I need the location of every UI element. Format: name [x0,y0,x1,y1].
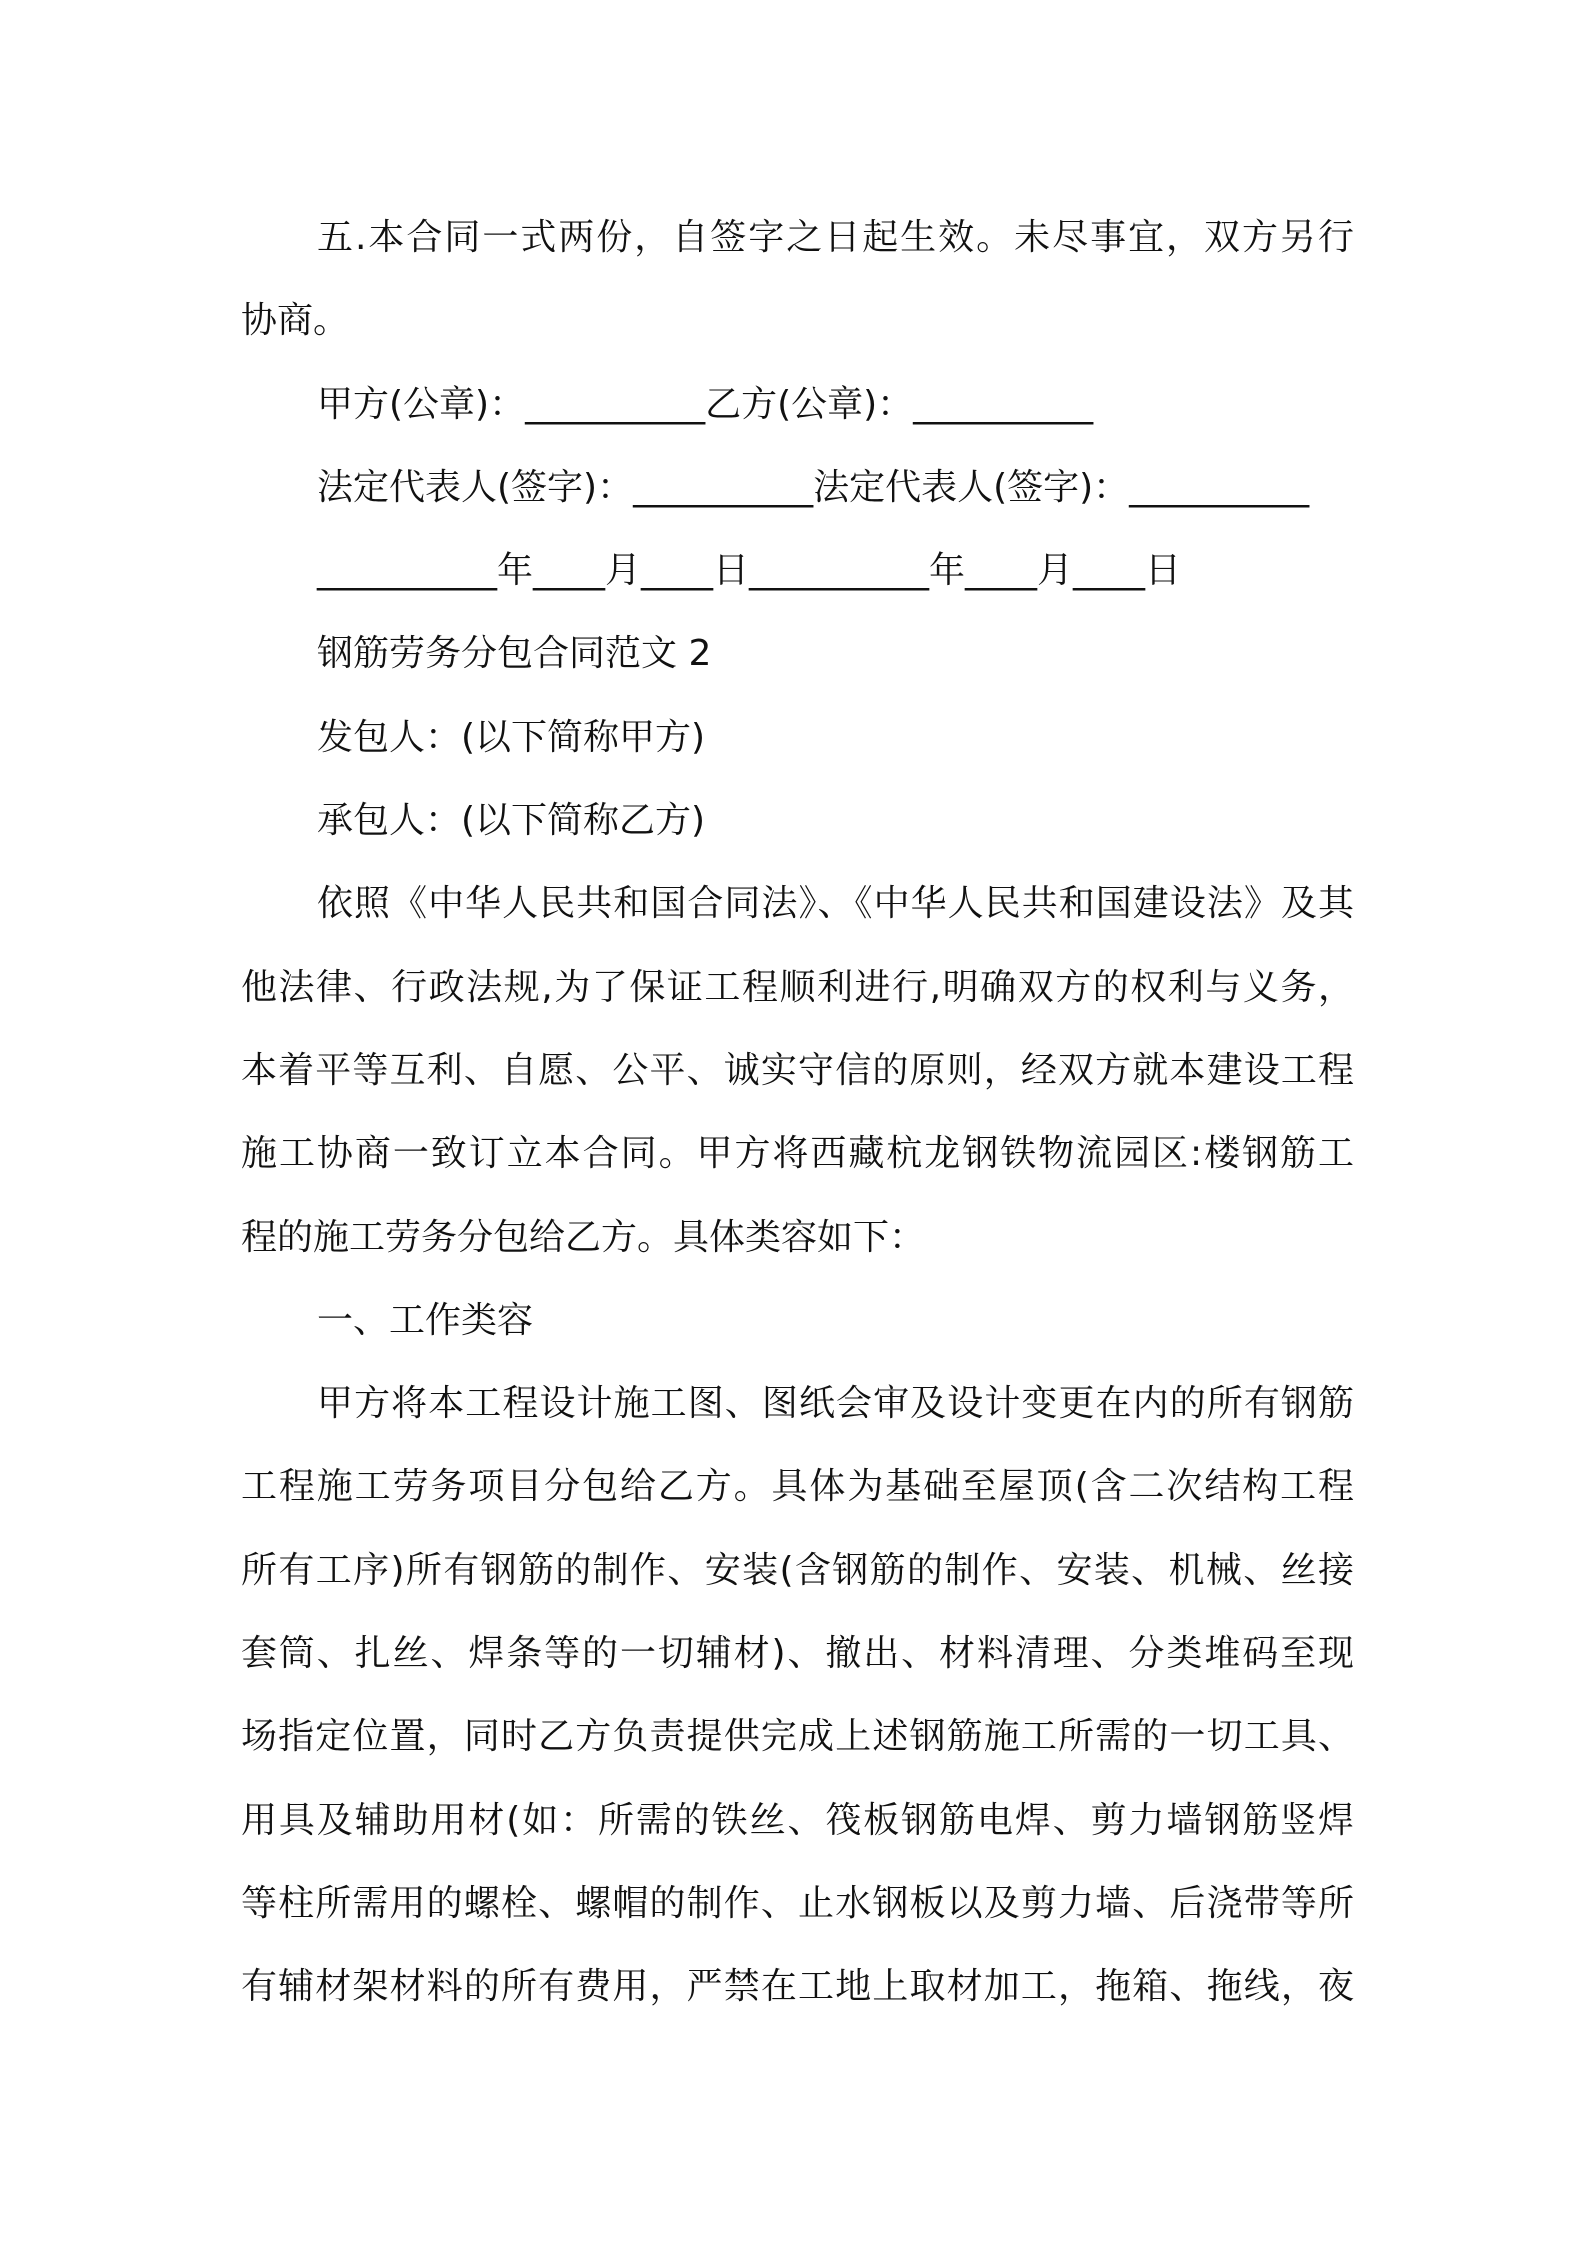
party-line: 发包人：(以下简称甲方) [317,716,706,758]
paragraph-line: 所有工序)所有钢筋的制作、安装(含钢筋的制作、安装、机械、丝接 [241,1549,1354,1591]
paragraph-line: 依照《中华人民共和国合同法》、《中华人民共和国建设法》及其 [317,883,1354,925]
paragraph-line: 用具及辅助用材(如：所需的铁丝、筏板钢筋电焊、剪力墙钢筋竖焊 [241,1799,1354,1841]
paragraph-line: 套筒、扎丝、焊条等的一切辅材)、撤出、材料清理、分类堆码至现 [241,1633,1354,1675]
paragraph-line: 他法律、行政法规,为了保证工程顺利进行,明确双方的权利与义务， [241,966,1354,1008]
paragraph-line: 五.本合同一式两份，自签字之日起生效。未尽事宜，双方另行 [317,217,1354,258]
section-heading: 一、工作类容 [317,1299,534,1341]
paragraph-line: 本着平等互利、自愿、公平、诚实守信的原则，经双方就本建设工程 [241,1049,1354,1091]
paragraph-line: 有辅材架材料的所有费用，严禁在工地上取材加工，拖箱、拖线，夜 [241,1966,1354,2008]
paragraph-line: 等柱所需用的螺栓、螺帽的制作、止水钢板以及剪力墙、后浇带等所 [241,1882,1354,1924]
paragraph-line: 施工协商一致订立本合同。甲方将西藏杭龙钢铁物流园区:楼钢筋工 [241,1133,1354,1175]
paragraph-line: 甲方将本工程设计施工图、图纸会审及设计变更在内的所有钢筋 [317,1383,1354,1425]
signature-line-representative: 法定代表人(签字)：__________法定代表人(签字)：__________ [317,466,1310,508]
paragraph-line: 工程施工劳务项目分包给乙方。具体为基础至屋顶(含二次结构工程 [241,1466,1354,1508]
paragraph-line: 协商。 [241,300,350,342]
paragraph-line: 程的施工劳务分包给乙方。具体类容如下： [241,1216,926,1258]
signature-line-seal: 甲方(公章)：__________乙方(公章)：__________ [317,383,1094,425]
paragraph-line: 场指定位置，同时乙方负责提供完成上述钢筋施工所需的一切工具、 [241,1716,1354,1758]
document-body [241,196,1354,2029]
section-title: 钢筋劳务分包合同范文 2 [317,633,712,675]
party-line: 承包人：(以下简称乙方) [317,800,706,842]
signature-line-date: __________年____月____日__________年____月____日 [317,550,1181,592]
